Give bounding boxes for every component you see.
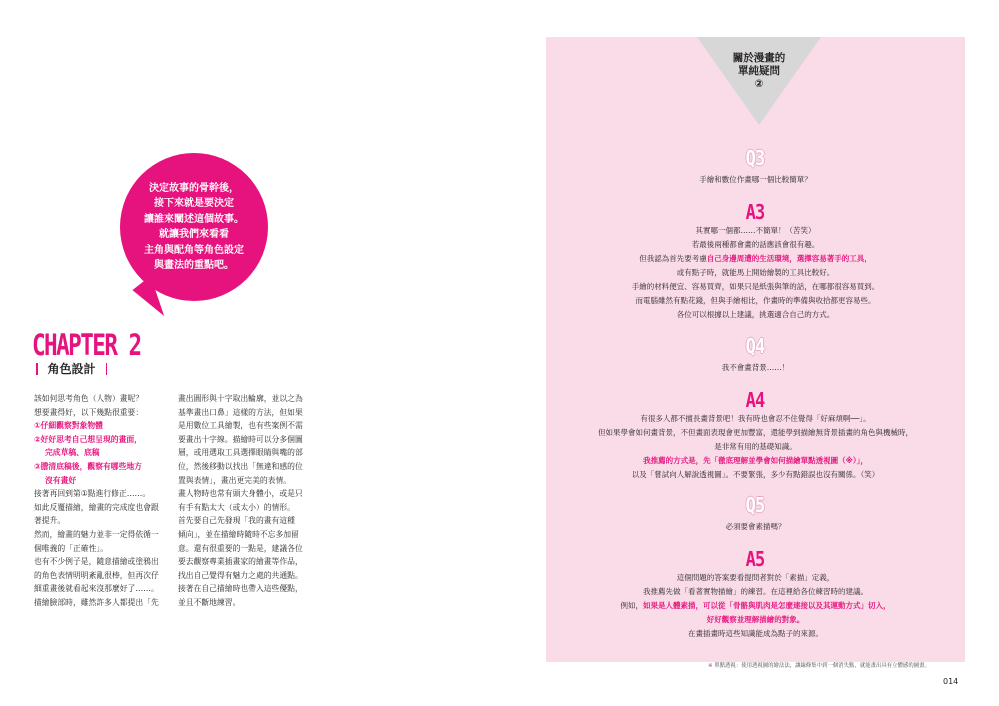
- footnote-mark: ※: [708, 663, 713, 669]
- answer-line: 手繪的材料便宜、容易買齊，如果只是紙張與筆的話，在哪都很容易買到。: [631, 282, 880, 291]
- bubble-line: 接下來就是要決定: [154, 198, 234, 209]
- text-line: 該如何思考角色（人物）畫呢？: [34, 394, 144, 403]
- question-text: 我不會畫背景……！: [721, 363, 790, 372]
- body-column-1: [34, 392, 159, 610]
- answer-line: 有很多人都不擅長畫背景吧！我有時也會忍不住覺得「好麻煩啊──」。: [640, 414, 871, 423]
- answer-4: [546, 390, 965, 482]
- point-3: ③謄清底稿後，觀察有哪些地方: [34, 461, 142, 471]
- text-line: 要去觀察專業插畫家的繪畫等作品，: [178, 557, 303, 567]
- text-line: 首先要自己先發現「我的畫有這種: [178, 516, 295, 526]
- bubble-line: 就讓我們來看看: [159, 229, 229, 240]
- question-4: [546, 336, 965, 374]
- text-line: 位，然後移動以找出「無違和感的位: [178, 461, 303, 471]
- answer-line: 以及「嘗試向人解說透視圖」。不要緊張，多少有點錯誤也沒有關係。（笑）: [631, 470, 880, 479]
- text-line: 如此反覆描繪，繪畫的完成度也會跟: [34, 502, 159, 512]
- answer-label: A4: [746, 388, 765, 412]
- qa-header-number: ②: [754, 78, 764, 90]
- footnote: [708, 661, 930, 669]
- answer-3: [546, 202, 965, 322]
- point-2: ②好好思考自己想呈現的畫面，: [34, 434, 142, 444]
- chapter-title-text: 角色設計: [47, 362, 96, 376]
- answer-highlight: 自己身邊周遭的生活環境，選擇容易著手的工具: [706, 254, 865, 263]
- speech-bubble: [120, 153, 268, 301]
- text-line: 細重畫後就看起來沒那麼好了……。: [34, 584, 159, 594]
- text-line: 接著在自己描繪時也帶入這些優點，: [178, 584, 303, 594]
- point-2-cont: 完成草稿、底稿: [45, 448, 100, 458]
- answer-label: A5: [746, 547, 765, 571]
- point-3-cont: 沒有畫好: [45, 475, 77, 485]
- question-text: 必須要會素描嗎？: [725, 522, 786, 531]
- answer-line: 例如，如果是人體素描，可以從「骨骼與肌肉是怎麼連接以及其運動方式」切入，: [620, 601, 891, 610]
- text-line: 並且不斷地練習。: [178, 597, 241, 607]
- footnote-text: 單點透視：使用透視圖的繪法法，讓線條集中到一個消失點，就能畫出具有立體感的圖畫。: [714, 663, 930, 669]
- qa-header: [697, 52, 821, 91]
- text-line: 然而，繪畫的魅力並非一定得依循一: [34, 529, 159, 539]
- question-label: Q4: [746, 334, 765, 358]
- text-line: 想要畫得好，以下幾點很重要：: [34, 407, 144, 417]
- text-line: 層，或用選取工具選擇眼睛與嘴的部: [178, 448, 303, 458]
- question-text: 手繪和數位作畫哪一個比較簡單？: [699, 175, 812, 184]
- text-line: 置與表情」，畫出更完美的表情。: [178, 475, 292, 485]
- title-bar-left: [36, 363, 38, 375]
- text-line: 是用數位工具繪製，也有些案例不需: [178, 421, 303, 431]
- answer-line: 但如果學會如何畫背景，不但畫面表現會更加豐富，還能學到描繪無背景插畫的角色與機械時，: [598, 428, 913, 437]
- answer-line: 在畫插畫時這些知識能成為點子的來源。: [688, 629, 823, 638]
- text-line: 意。還有很重要的一點是，建議各位: [178, 543, 303, 553]
- answer-line: 其實哪一個都……不簡單！（苦笑）: [695, 226, 816, 235]
- bubble-line: 讓誰來闡述這個故事。: [144, 213, 244, 225]
- question-5: [546, 495, 965, 533]
- text-line: 畫出圓形與十字取出輪廓，並以之為: [178, 394, 303, 403]
- answer-highlight: 我推薦的方式是，先「徹底理解並學會如何描繪單點透視圖（※）」，: [643, 456, 868, 465]
- bubble-line: 主角與配角等角色設定: [144, 244, 244, 256]
- qa-header-line: 關於漫畫的: [732, 52, 786, 64]
- answer-line: 我推薦先做「看著實物描繪」的練習。在這裡給各位練習時的建議。: [643, 587, 868, 596]
- text-line: 有手有點太大（或太小）的情形。: [178, 502, 295, 512]
- text-line: 著提升。: [34, 516, 66, 526]
- answer-highlight: 好好觀察並理解描繪的對象。: [706, 615, 805, 624]
- text-line: 的角色表情明明紊亂很棒，但再次仔: [34, 570, 159, 580]
- answer-line: 各位可以根據以上建議，挑選適合自己的方式。: [676, 310, 835, 319]
- text-line: 要畫出十字線。描繪時可以分多個圖: [178, 434, 303, 444]
- text-line: 傾向」，並在描繪時隨時不忘多加留: [178, 529, 299, 539]
- text-line: 找出自己覺得有魅力之處的共通點。: [178, 570, 303, 580]
- text-line: 也有不少例子是，隨意描繪或塗鴉出: [34, 557, 159, 567]
- qa-header-line: 單純疑問: [738, 65, 780, 77]
- question-label: Q3: [746, 146, 765, 170]
- page-number: 014: [943, 677, 959, 686]
- point-1: ①仔細觀察對象物體: [34, 421, 103, 431]
- text-line: 接著再回到第①點進行修正……。: [34, 489, 151, 499]
- answer-highlight: 如果是人體素描，可以從「骨骼與肌肉是怎麼連接以及其運動方式」切入，: [643, 601, 891, 610]
- text-line: 描繪臉部時，雖然許多人都提出「先: [34, 597, 159, 607]
- answer-line: 但我認為首先要考慮自己身邊周遭的生活環境，選擇容易著手的工具，: [639, 254, 872, 263]
- answer-line: 而電腦雖然有點花錢，但與手繪相比，作畫時的準備與收拾都更容易些。: [635, 296, 876, 305]
- answer-line: 是非常有用的基礎知識。: [714, 442, 797, 451]
- chapter-title: [36, 360, 107, 377]
- answer-line: 若最後兩種都會畫的話應該會很有趣。: [691, 240, 820, 249]
- answer-line: 這個問題的答案要看提問者對於「素描」定義，: [676, 573, 835, 582]
- text-line: 畫人物時也常有頭大身體小，或是只: [178, 489, 303, 499]
- answer-label: A3: [746, 200, 765, 224]
- body-column-2: [178, 392, 308, 610]
- bubble-line: 決定故事的骨幹後，: [149, 182, 239, 194]
- answer-line: 或有點子時，就能馬上開始繪製的工具比較好。: [676, 268, 835, 277]
- bubble-line: 與畫法的重點吧。: [154, 260, 234, 271]
- question-label: Q5: [746, 493, 765, 517]
- title-bar-right: [106, 363, 108, 375]
- text-line: 基準畫出口鼻」這樣的方法，但如果: [178, 407, 303, 417]
- answer-5: [546, 549, 965, 641]
- chapter-label: CHAPTER 2: [32, 328, 141, 362]
- question-3: [546, 148, 965, 186]
- text-line: 個唯義的「正確性」。: [34, 543, 109, 553]
